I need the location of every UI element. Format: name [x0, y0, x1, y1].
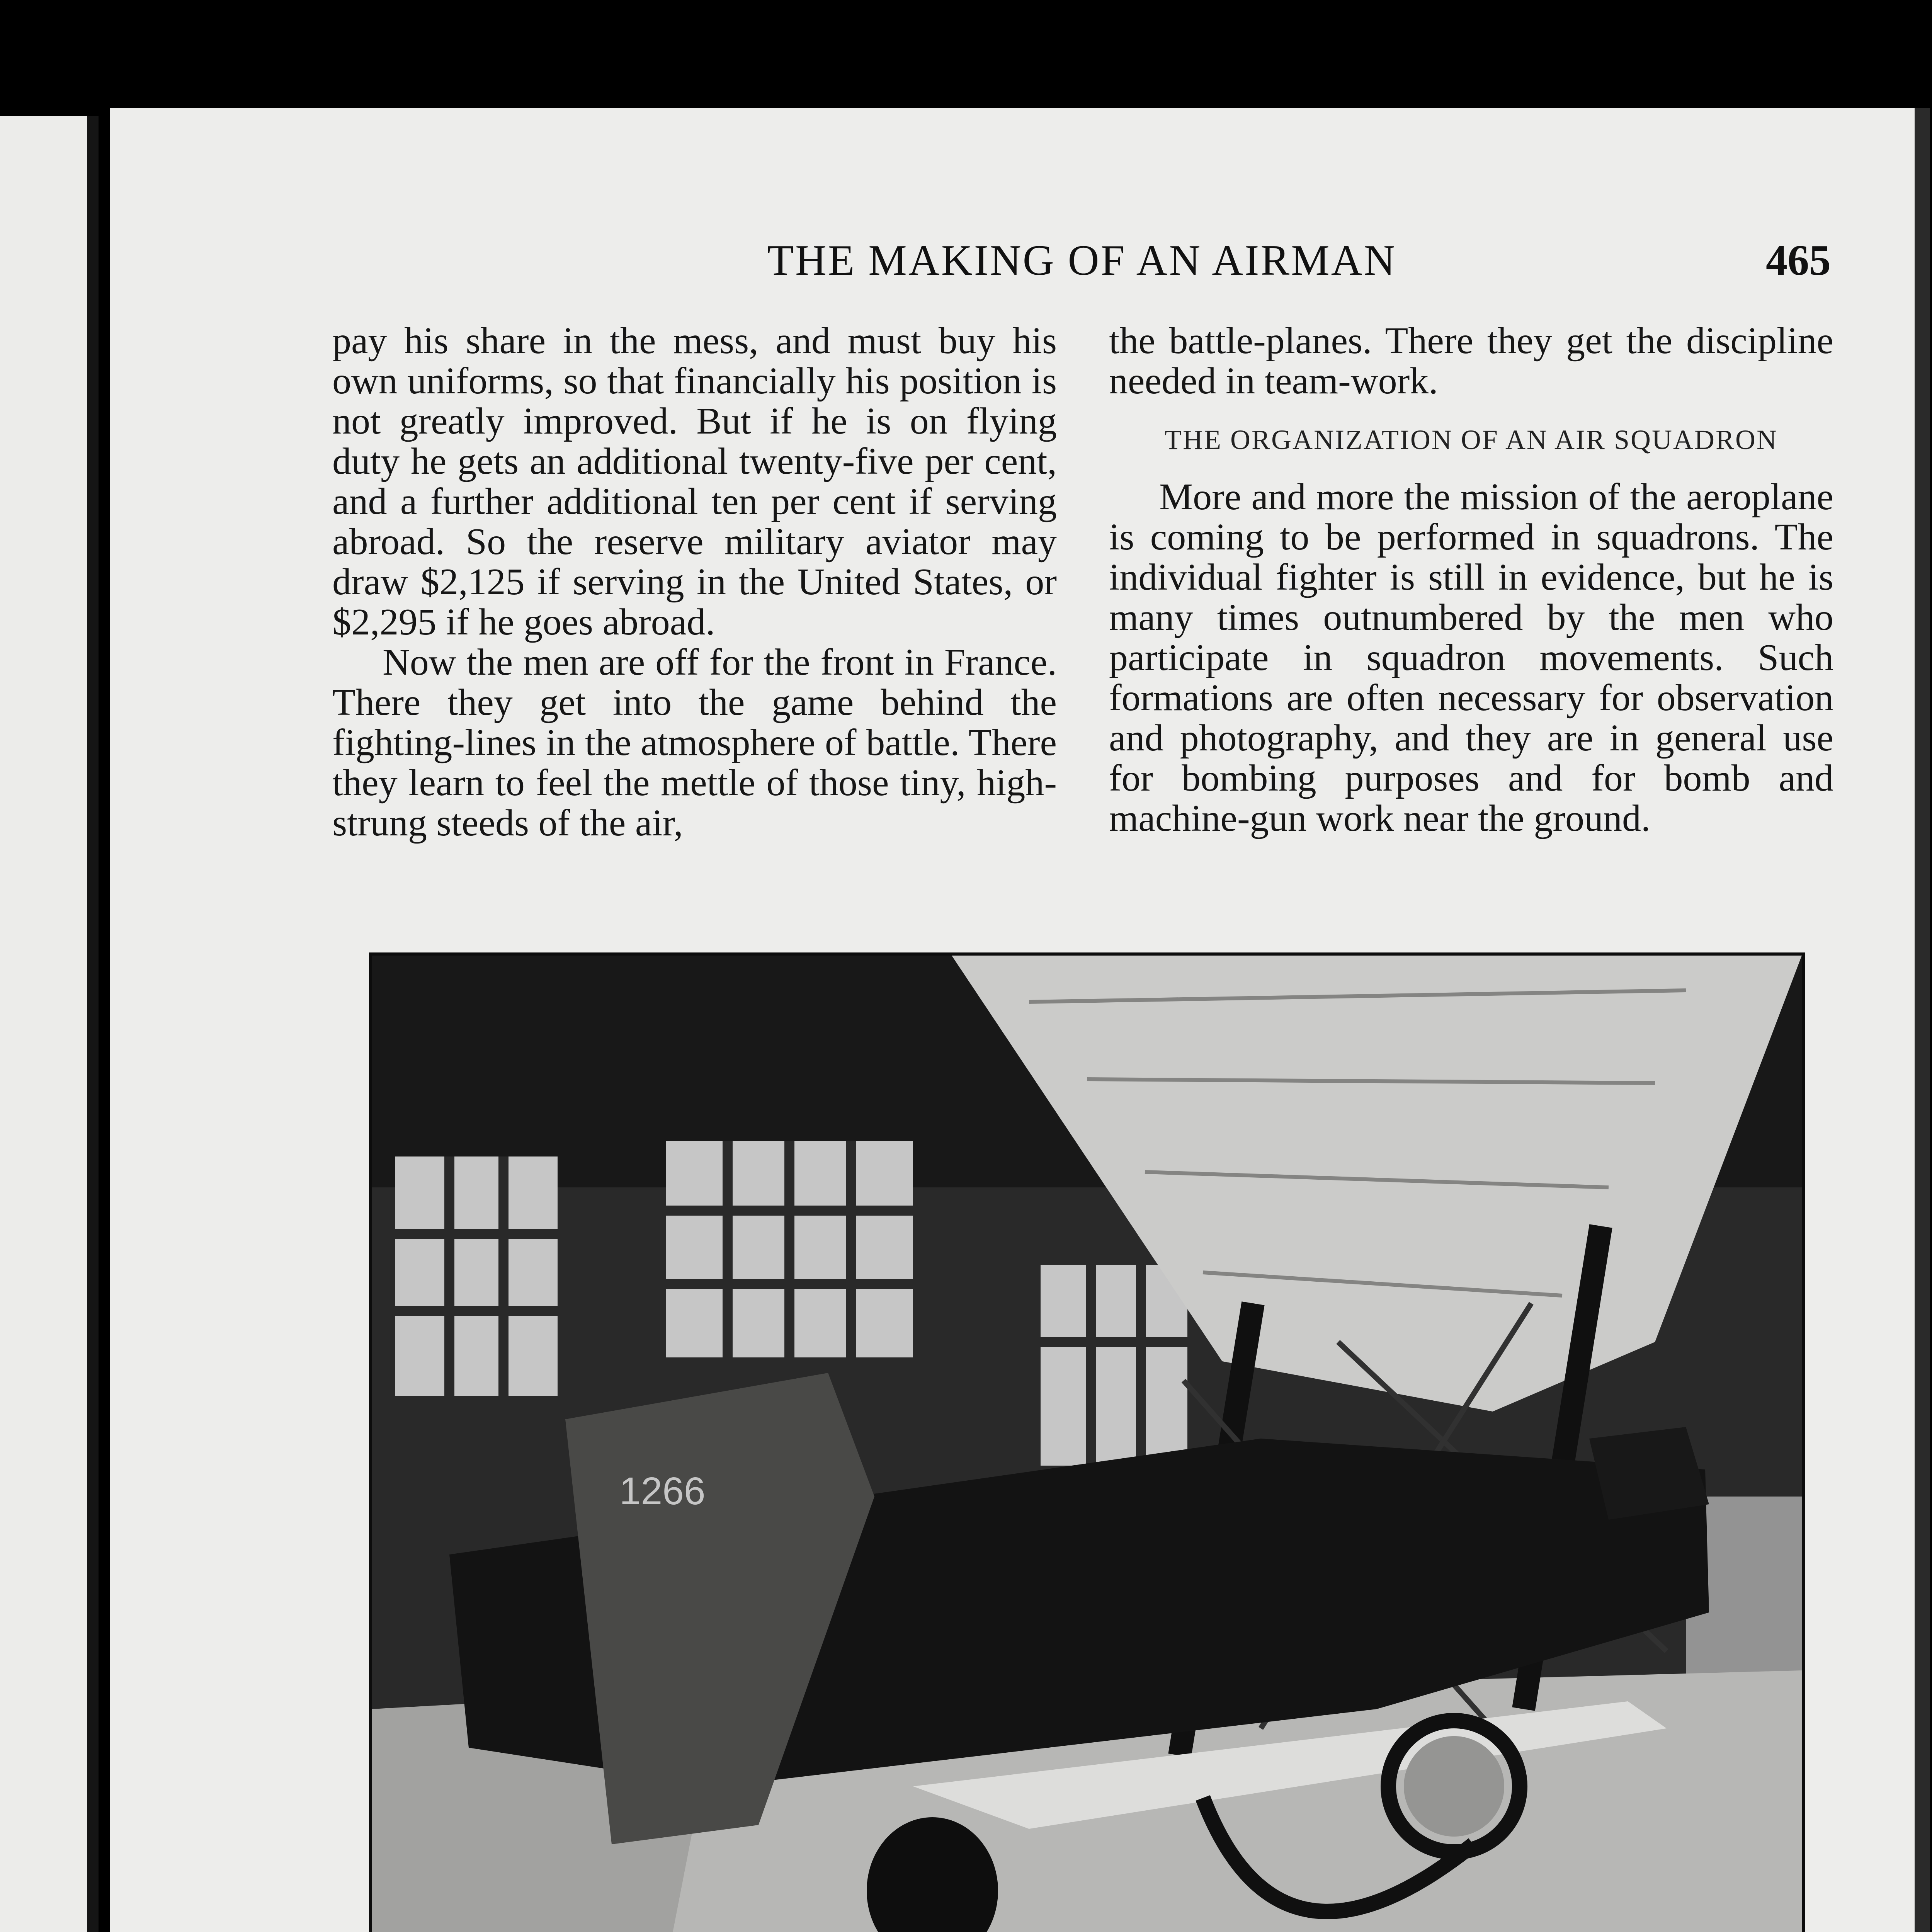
- page-number: 465: [1766, 236, 1831, 284]
- photo-illustration: [372, 956, 1802, 1932]
- section-heading: THE ORGANIZATION OF AN AIR SQUADRON: [1164, 424, 1778, 455]
- paragraph: More and more the mission of the aeroplane is coming to be performed in squadrons. The individual fighter is still in evidence, but he is many times outnumbered by the men who participate in squadron movements. Such formations are often necessary for observation and photography, and they are in general use for bombing purposes and for bomb and machine-gun work near the ground.: [1109, 476, 1833, 839]
- paragraph: Now the men are off for the front in France. There they get into the game behind the fighting-lines in the atmosphere of battle. There they learn to feel the mettle of those tiny, high-strung steeds of the air,: [332, 641, 1057, 844]
- photograph-aeroplanes: [369, 952, 1805, 1932]
- plane-marking: 1266: [619, 1469, 706, 1513]
- left-column: [332, 321, 1057, 843]
- paragraph: pay his share in the mess, and must buy his own uniforms, so that financially his position is not greatly improved. But if he is on flying duty he gets an additional twenty-five per cent, and a further additional ten per cent if serving abroad. So the reserve military aviator may draw $2,125 if serving in the United States, or $2,295 if he goes abroad.: [332, 320, 1057, 643]
- right-column: [1109, 321, 1833, 838]
- paragraph: the battle-planes. There they get the discipline needed in team-work.: [1109, 320, 1833, 402]
- running-header: THE MAKING OF AN AIRMAN: [767, 236, 1397, 284]
- page-spine-shadow: [1915, 108, 1930, 1932]
- previous-page-edge: [0, 116, 99, 1932]
